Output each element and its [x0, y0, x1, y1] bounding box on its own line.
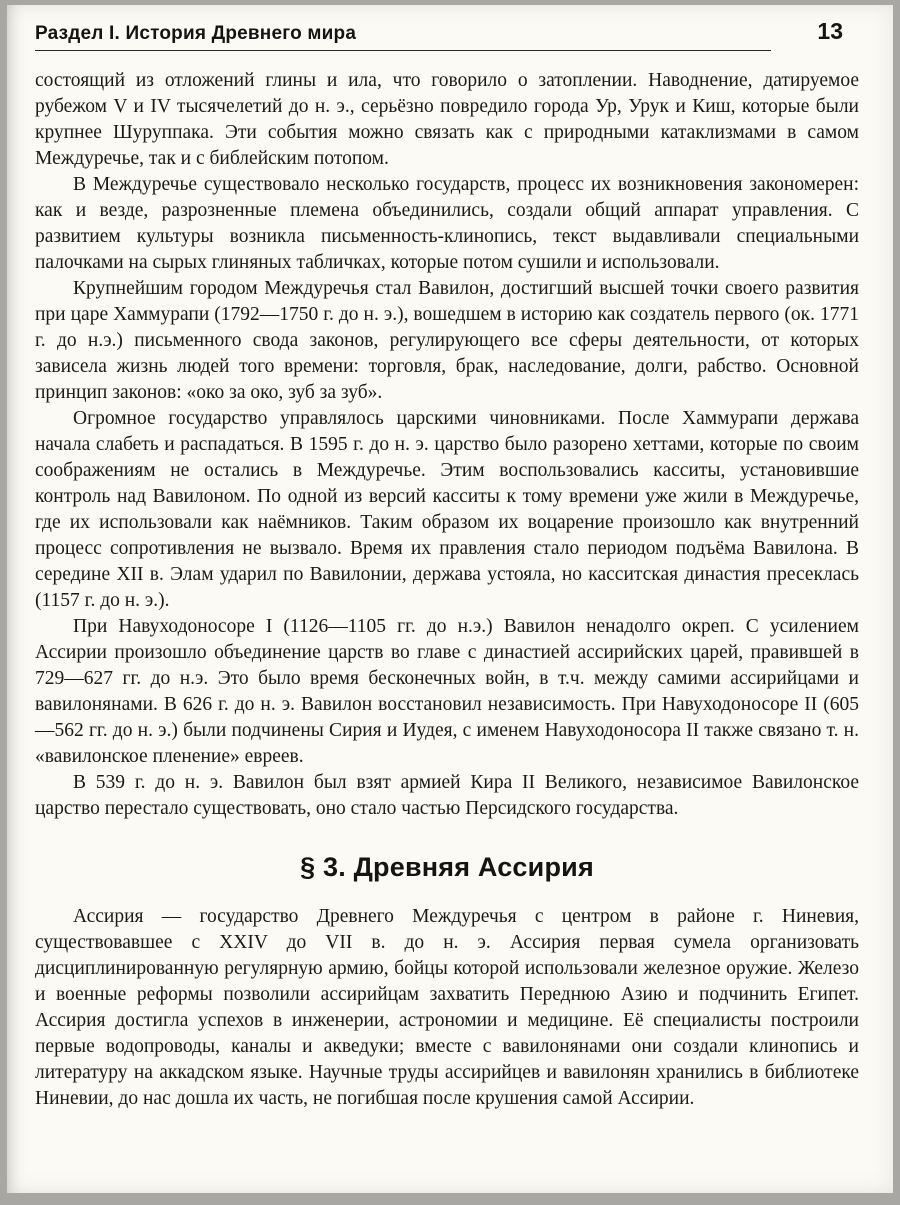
page-number: 13 [817, 18, 843, 44]
paragraph-babylon-hammurabi: Крупнейшим городом Междуречья стал Вавилон, достигший высшей точки своего развития при царе Хаммурапи (1792—1750 г. до н. э.), вошедшем в историю как создатель первого (ок. 1771 г. до н.э.) письменного свода законов, регулирующего все сферы деятельности, от которых зависела жизнь людей того времени: торговля, брак, наследование, долги, рабство. Основной принцип законов: «око за око, зуб за зуб». [35, 278, 859, 403]
section-heading-ancient-assyria: § 3. Древняя Ассирия [300, 852, 594, 882]
page-body [35, 68, 859, 1112]
paragraph-assyria: Ассирия — государство Древнего Междуречья с центром в районе г. Ниневия, существовавшее с XXIV до VII в. до н. э. Ассирия первая сумела организовать дисциплинированную регулярную армию, бойцы которой использовали железное оружие. Железо и военные реформы позволили ассирийцам захватить Переднюю Азию и подчинить Египет. Ассирия достигла успехов в инженерии, астрономии и медицине. Её специалисты построили первые водопроводы, каналы и акведуки; вместе с вавилонянами они создали клинопись и литературу на аккадском языке. Научные труды ассирийцев и вавилонян хранились в библиотеке Ниневии, до нас дошла их часть, не погибшая после крушения самой Ассирии. [35, 906, 859, 1109]
paragraph-persian-conquest: В 539 г. до н. э. Вавилон был взят армией Кира II Великого, независимое Вавилонское царство перестало существовать, оно стало частью Персидского государства. [35, 772, 859, 819]
paragraph-flood: состоящий из отложений глины и ила, что говорило о затоплении. Наводнение, датируемое рубежом V и IV тысячелетий до н. э., серьёзно повредило города Ур, Урук и Киш, которые были крупнее Шуруппака. Эти события можно связать как с природными катаклизмами в самом Междуречье, так и с библейским потопом. [35, 70, 859, 169]
running-head-title: Раздел I. История Древнего мира [35, 23, 357, 44]
header-rule [35, 50, 771, 51]
page-header [35, 18, 859, 45]
book-page [7, 5, 893, 1193]
paragraph-nebuchadnezzar: При Навуходоносоре I (1126—1105 гг. до н.э.) Вавилон ненадолго окреп. С усилением Ассирии произошло объединение царств во главе с династией ассирийских царей, правившей в 729—627 гг. до н.э. Это было время бесконечных войн, в т.ч. между самими ассирийцами и вавилонянами. В 626 г. до н. э. Вавилон восстановил независимость. При Навуходоносоре II (605—562 гг. до н. э.) были подчинены Сирия и Иудея, с именем Навуходоносора II также связано т. н. «вавилонское пленение» евреев. [35, 616, 859, 767]
paragraph-states-writing: В Междуречье существовало несколько государств, процесс их возникновения закономерен: как и везде, разрозненные племена объединились, создали общий аппарат управления. С развитием культуры возникла письменность-клинопись, текст выдавливали специальными палочками на сырых глиняных табличках, которые потом сушили и использовали. [35, 174, 859, 273]
paragraph-kassites: Огромное государство управлялось царскими чиновниками. После Хаммурапи держава начала слабеть и распадаться. В 1595 г. до н. э. царство было разорено хеттами, которые по своим соображениям не остались в Междуречье. Этим воспользовались касситы, установившие контроль над Вавилоном. По одной из версий касситы к тому времени уже жили в Междуречье, где их использовали как наёмников. Таким образом их воцарение произошло как внутренний процесс сопротивления не вызвало. Время их правления стало периодом подъёма Вавилона. В середине XII в. Элам ударил по Вавилонии, держава устояла, но касситская династия пресеклась (1157 г. до н. э.). [35, 408, 859, 611]
